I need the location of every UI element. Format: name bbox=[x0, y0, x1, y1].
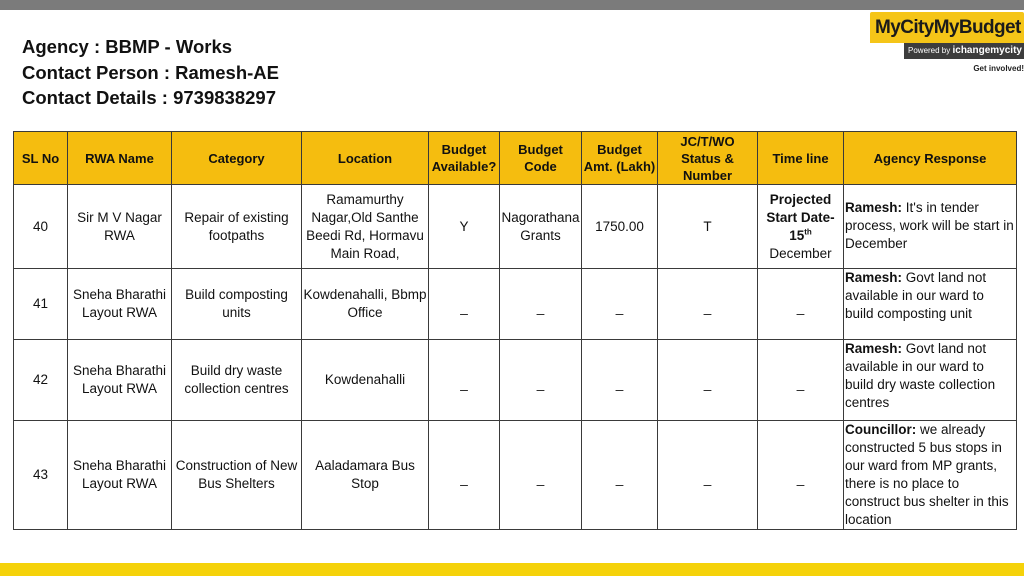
timeline-suffix: th bbox=[804, 227, 812, 236]
logo-brand: ichangemycity bbox=[952, 45, 1022, 56]
cell-sl: 41 bbox=[14, 269, 68, 340]
header-sl-no: SL No bbox=[14, 132, 68, 185]
cell-location: Aaladamara Bus Stop bbox=[302, 421, 429, 530]
cell-budget-code: _ bbox=[500, 269, 582, 340]
cell-budget-available: Y bbox=[429, 185, 500, 269]
cell-budget-code: _ bbox=[500, 421, 582, 530]
cell-budget-available: _ bbox=[429, 340, 500, 421]
cell-category: Build composting units bbox=[172, 269, 302, 340]
works-table bbox=[13, 131, 1017, 530]
response-text: Govt land not available in our ward to build dry waste collection centres bbox=[845, 341, 996, 410]
responder-name: Councillor: bbox=[845, 422, 917, 437]
cell-budget-amt: 1750.00 bbox=[582, 185, 658, 269]
table-row bbox=[14, 421, 1017, 530]
cell-agency-response bbox=[844, 269, 1017, 340]
responder-name: Ramesh: bbox=[845, 341, 903, 356]
responder-name: Ramesh: bbox=[845, 270, 903, 285]
top-divider-bar bbox=[0, 0, 1024, 10]
cell-category: Build dry waste collection centres bbox=[172, 340, 302, 421]
cell-status: _ bbox=[658, 421, 758, 530]
logo-powered-text: Powered by bbox=[908, 46, 951, 55]
timeline-day: 15 bbox=[789, 227, 805, 243]
header-rwa-name: RWA Name bbox=[68, 132, 172, 185]
cell-budget-available: _ bbox=[429, 269, 500, 340]
table-row bbox=[14, 340, 1017, 421]
cell-timeline bbox=[758, 185, 844, 269]
cell-budget-amt: _ bbox=[582, 269, 658, 340]
cell-timeline: _ bbox=[758, 340, 844, 421]
cell-category: Construction of New Bus Shelters bbox=[172, 421, 302, 530]
cell-location: Kowdenahalli bbox=[302, 340, 429, 421]
header-status: JC/T/WO Status & Number bbox=[658, 132, 758, 185]
logo-powered-by bbox=[904, 43, 1024, 59]
cell-budget-code: _ bbox=[500, 340, 582, 421]
response-text: we already constructed 5 bus stops in our ward from MP grants, there is no place to construct bus shelter in this location bbox=[845, 422, 1009, 527]
table-header-row bbox=[14, 132, 1017, 185]
cell-agency-response bbox=[844, 340, 1017, 421]
logo-title: MyCityMyBudget bbox=[870, 12, 1024, 43]
cell-budget-available: _ bbox=[429, 421, 500, 530]
cell-rwa: Sneha Bharathi Layout RWA bbox=[68, 269, 172, 340]
agency-line: Agency : BBMP - Works bbox=[22, 36, 233, 57]
table-row bbox=[14, 185, 1017, 269]
cell-sl: 40 bbox=[14, 185, 68, 269]
cell-rwa: Sir M V Nagar RWA bbox=[68, 185, 172, 269]
header-agency-response: Agency Response bbox=[844, 132, 1017, 185]
timeline-label: Projected Start Date- bbox=[766, 191, 835, 225]
cell-status: _ bbox=[658, 269, 758, 340]
response-text: Govt land not available in our ward to build composting unit bbox=[845, 270, 987, 321]
cell-budget-amt: _ bbox=[582, 421, 658, 530]
responder-name: Ramesh: bbox=[845, 200, 903, 215]
cell-rwa: Sneha Bharathi Layout RWA bbox=[68, 421, 172, 530]
cell-budget-amt: _ bbox=[582, 340, 658, 421]
cell-sl: 42 bbox=[14, 340, 68, 421]
mycitymybudget-logo bbox=[870, 12, 1024, 74]
header-category: Category bbox=[172, 132, 302, 185]
bottom-accent-bar bbox=[0, 563, 1024, 576]
cell-agency-response bbox=[844, 185, 1017, 269]
timeline-month: December bbox=[769, 245, 832, 261]
cell-rwa: Sneha Bharathi Layout RWA bbox=[68, 340, 172, 421]
cell-sl: 43 bbox=[14, 421, 68, 530]
cell-location: Kowdenahalli, Bbmp Office bbox=[302, 269, 429, 340]
cell-status: _ bbox=[658, 340, 758, 421]
cell-timeline: _ bbox=[758, 421, 844, 530]
cell-budget-code: Nagorathana Grants bbox=[500, 185, 582, 269]
logo-tagline: Get involved! bbox=[973, 64, 1024, 73]
header-timeline: Time line bbox=[758, 132, 844, 185]
header-budget-code: Budget Code bbox=[500, 132, 582, 185]
header-budget-amt: Budget Amt. (Lakh) bbox=[582, 132, 658, 185]
cell-location: Ramamurthy Nagar,Old Santhe Beedi Rd, Hormavu Main Road, bbox=[302, 185, 429, 269]
header-budget-available: Budget Available? bbox=[429, 132, 500, 185]
cell-agency-response bbox=[844, 421, 1017, 530]
header-location: Location bbox=[302, 132, 429, 185]
contact-details-line: Contact Details : 9739838297 bbox=[22, 87, 276, 108]
contact-person-line: Contact Person : Ramesh-AE bbox=[22, 61, 279, 83]
cell-timeline: _ bbox=[758, 269, 844, 340]
table-row bbox=[14, 269, 1017, 340]
response-text: It's in tender process, work will be start in December bbox=[845, 200, 1014, 251]
contact-info-block bbox=[22, 34, 279, 111]
cell-status: T bbox=[658, 185, 758, 269]
cell-category: Repair of existing footpaths bbox=[172, 185, 302, 269]
